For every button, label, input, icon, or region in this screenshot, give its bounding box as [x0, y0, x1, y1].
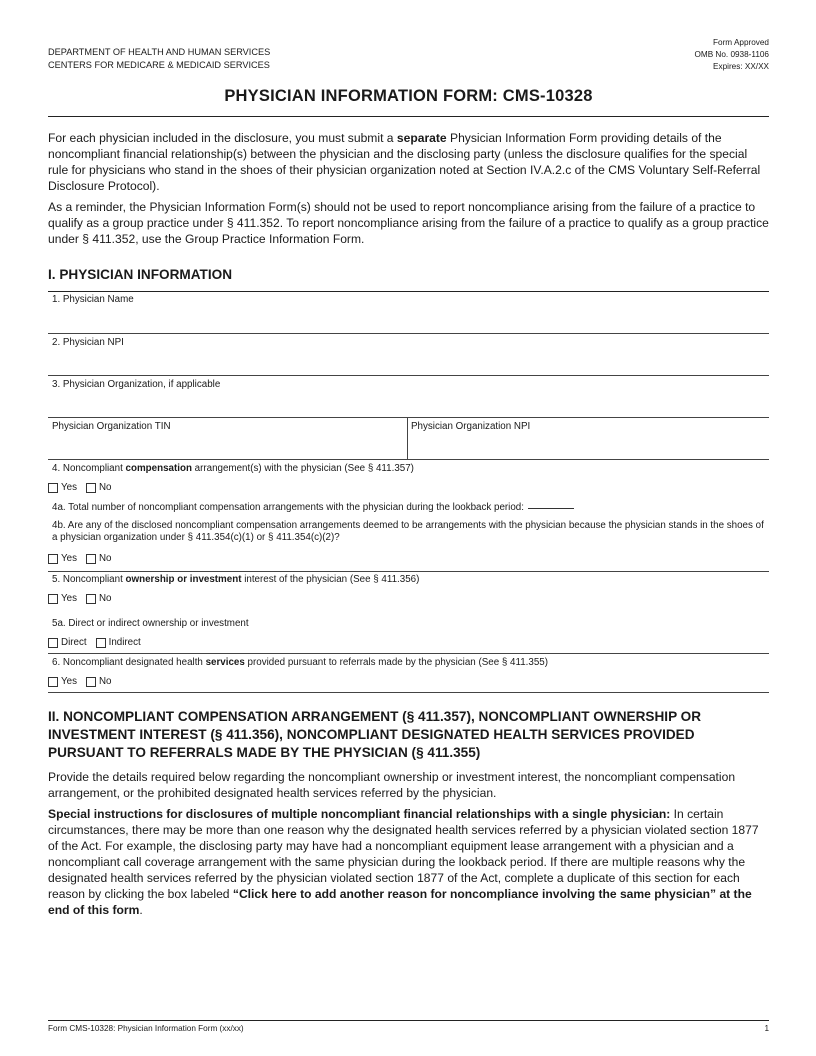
q5-no-label: No: [98, 593, 112, 604]
omb-number: OMB No. 0938-1106: [694, 50, 769, 59]
agency-header: [48, 46, 270, 72]
section-1-heading: I. PHYSICIAN INFORMATION: [48, 267, 233, 282]
q4-yes-label: Yes: [61, 482, 77, 493]
physician-name-field[interactable]: [48, 291, 769, 334]
q4b-yes-label: Yes: [61, 553, 77, 564]
q5a-options: [48, 637, 150, 648]
q4-b: arrangement(s) with the physician (See § 411.357): [191, 463, 414, 474]
divider-q5: [48, 571, 769, 572]
organization-npi-label: Physician Organization NPI: [411, 421, 531, 432]
section-2-body: [48, 769, 769, 923]
section-2-heading: II. NONCOMPLIANT COMPENSATION ARRANGEMENT (§ 411.357), NONCOMPLIANT OWNERSHIP OR INVESTMENT INTEREST (§ 411.356), NONCOMPLIANT DESIGNATED HEALTH SERVICES PROVIDED PURSUANT TO REFERRALS MADE BY THE PHYSICIAN (§ 411.355): [48, 709, 702, 760]
q5-yes-checkbox[interactable]: [48, 594, 58, 604]
question-4a: [52, 502, 768, 514]
q6-no-checkbox[interactable]: [86, 677, 96, 687]
q4a-text: 4a. Total number of noncompliant compensation arrangements with the physician during the lookback period:: [52, 502, 524, 513]
q5a-indirect-option[interactable]: [96, 637, 141, 648]
form-page: [48, 0, 769, 1056]
q4b-yes-option[interactable]: [48, 553, 77, 564]
q6-b: provided pursuant to referrals made by the physician (See § 411.355): [244, 657, 548, 668]
page-number: 1: [764, 1024, 769, 1033]
intro-paragraph-2: As a reminder, the Physician Information Form(s) should not be used to report noncompliance arising from the failure of a practice to qualify as a group practice under § 411.352. To report noncompliance arising from the failure of a practice to qualify as a group practice under § 411.352, use the Group Practice Information Form.: [48, 200, 769, 246]
q4b-no-label: No: [98, 553, 112, 564]
intro-p1-b: Physician Information Form providing details of the noncompliant financial relationship(s) between the physician and the disclosing party (unless the disclosure qualifies for the special rule for physicians who stand in the shoes of their physician organization noted at Section IV.A.2.c of the CMS Voluntary Self-Referral Disclosure Protocol).: [48, 131, 761, 193]
divider-q6: [48, 653, 769, 654]
q5a-direct-checkbox[interactable]: [48, 638, 58, 648]
intro-p1-bold: separate: [396, 131, 447, 145]
q5-bold: ownership or investment: [125, 574, 242, 585]
special-instructions-end: .: [139, 903, 143, 917]
q6-yes-option[interactable]: [48, 676, 77, 687]
q5-options: [48, 593, 121, 604]
agency-dept: DEPARTMENT OF HEALTH AND HUMAN SERVICES: [48, 47, 271, 57]
omb-block: [695, 37, 770, 73]
q6-a: 6. Noncompliant designated health: [52, 657, 206, 668]
q4b-options: [48, 553, 121, 564]
form-approved: Form Approved: [713, 38, 769, 47]
q6-options: [48, 676, 121, 687]
title-bar: [48, 78, 769, 117]
q5a-indirect-label: Indirect: [108, 637, 141, 648]
special-instructions-lead: Special instructions for disclosures of multiple noncompliant financial relationships with a single physician:: [48, 807, 671, 821]
question-6: [52, 657, 768, 669]
question-4: [52, 463, 768, 475]
page-footer: [48, 1020, 769, 1033]
q4b-no-checkbox[interactable]: [86, 554, 96, 564]
q4-no-option[interactable]: [86, 482, 112, 493]
q4-yes-option[interactable]: [48, 482, 77, 493]
q4-a: 4. Noncompliant: [52, 463, 126, 474]
q5-yes-label: Yes: [61, 593, 77, 604]
q5-b: interest of the physician (See § 411.356): [241, 574, 420, 585]
q4-no-checkbox[interactable]: [86, 483, 96, 493]
q4-options: [48, 482, 121, 493]
page-title: PHYSICIAN INFORMATION FORM: CMS-10328: [224, 87, 593, 105]
question-5: [52, 574, 768, 586]
q5-no-option[interactable]: [86, 593, 112, 604]
organization-tin-label: Physician Organization TIN: [52, 421, 171, 432]
question-4b: 4b. Are any of the disclosed noncompliant compensation arrangements deemed to be arrangements with the physician because the physician stands in the shoes of a physician organization under § 411.354(c)(1) or § 411.354(c)(2)?: [52, 520, 764, 543]
question-5a: 5a. Direct or indirect ownership or investment: [52, 618, 249, 629]
q5a-indirect-checkbox[interactable]: [96, 638, 106, 648]
q6-yes-label: Yes: [61, 676, 77, 687]
q6-no-label: No: [98, 676, 112, 687]
q5a-direct-option[interactable]: [48, 637, 87, 648]
expiration: Expires: XX/XX: [713, 62, 769, 71]
q4-yes-checkbox[interactable]: [48, 483, 58, 493]
q6-no-option[interactable]: [86, 676, 112, 687]
special-instructions-text: In certain circumstances, there may be more than one reason why the designated health services referred by a physician violated section 1877 of the Act. For example, the disclosing party may have had a noncompliant equipment lease arrangement with a physician and a noncompliant call coverage arrangement with the same physician during the lookback period. If there are multiple reasons why the designated health services referred by the physician violated section 1877 of the Act, complete a duplicate of this section for each reason by clicking the box labeled: [48, 807, 759, 901]
physician-npi-label: 2. Physician NPI: [52, 337, 124, 348]
q4b-no-option[interactable]: [86, 553, 112, 564]
q5-yes-option[interactable]: [48, 593, 77, 604]
organization-ids-row: [48, 418, 769, 460]
footer-form-id: Form CMS-10328: Physician Information Form (xx/xx): [48, 1024, 244, 1033]
click-here-reference: “Click here to add another reason for noncompliance involving the same physician” at the end of this form: [48, 887, 752, 917]
physician-organization-label: 3. Physician Organization, if applicable: [52, 379, 221, 390]
physician-npi-field[interactable]: [48, 334, 769, 376]
intro-text: [48, 130, 769, 252]
q4-no-label: No: [98, 482, 112, 493]
section-1-bottom-rule: [48, 692, 769, 693]
agency-center: CENTERS FOR MEDICARE & MEDICAID SERVICES: [48, 60, 270, 70]
q4a-count-input[interactable]: [528, 508, 574, 509]
q5a-direct-label: Direct: [61, 637, 87, 648]
section-2-paragraph-1: Provide the details required below regarding the noncompliant ownership or investment interest, the noncompliant compensation arrangement, or the prohibited designated health services referred by the physician.: [48, 770, 736, 800]
q4b-yes-checkbox[interactable]: [48, 554, 58, 564]
q6-bold: services: [205, 657, 245, 668]
q5-no-checkbox[interactable]: [86, 594, 96, 604]
physician-organization-field[interactable]: [48, 376, 769, 418]
physician-name-label: 1. Physician Name: [52, 294, 134, 305]
section-2-paragraph-2: [48, 806, 769, 918]
intro-paragraph-1: [48, 130, 769, 194]
q5-a: 5. Noncompliant: [52, 574, 126, 585]
q6-yes-checkbox[interactable]: [48, 677, 58, 687]
q4-bold: compensation: [125, 463, 192, 474]
intro-p1-a: For each physician included in the disclosure, you must submit a: [48, 131, 397, 145]
organization-npi-field[interactable]: [407, 418, 769, 459]
